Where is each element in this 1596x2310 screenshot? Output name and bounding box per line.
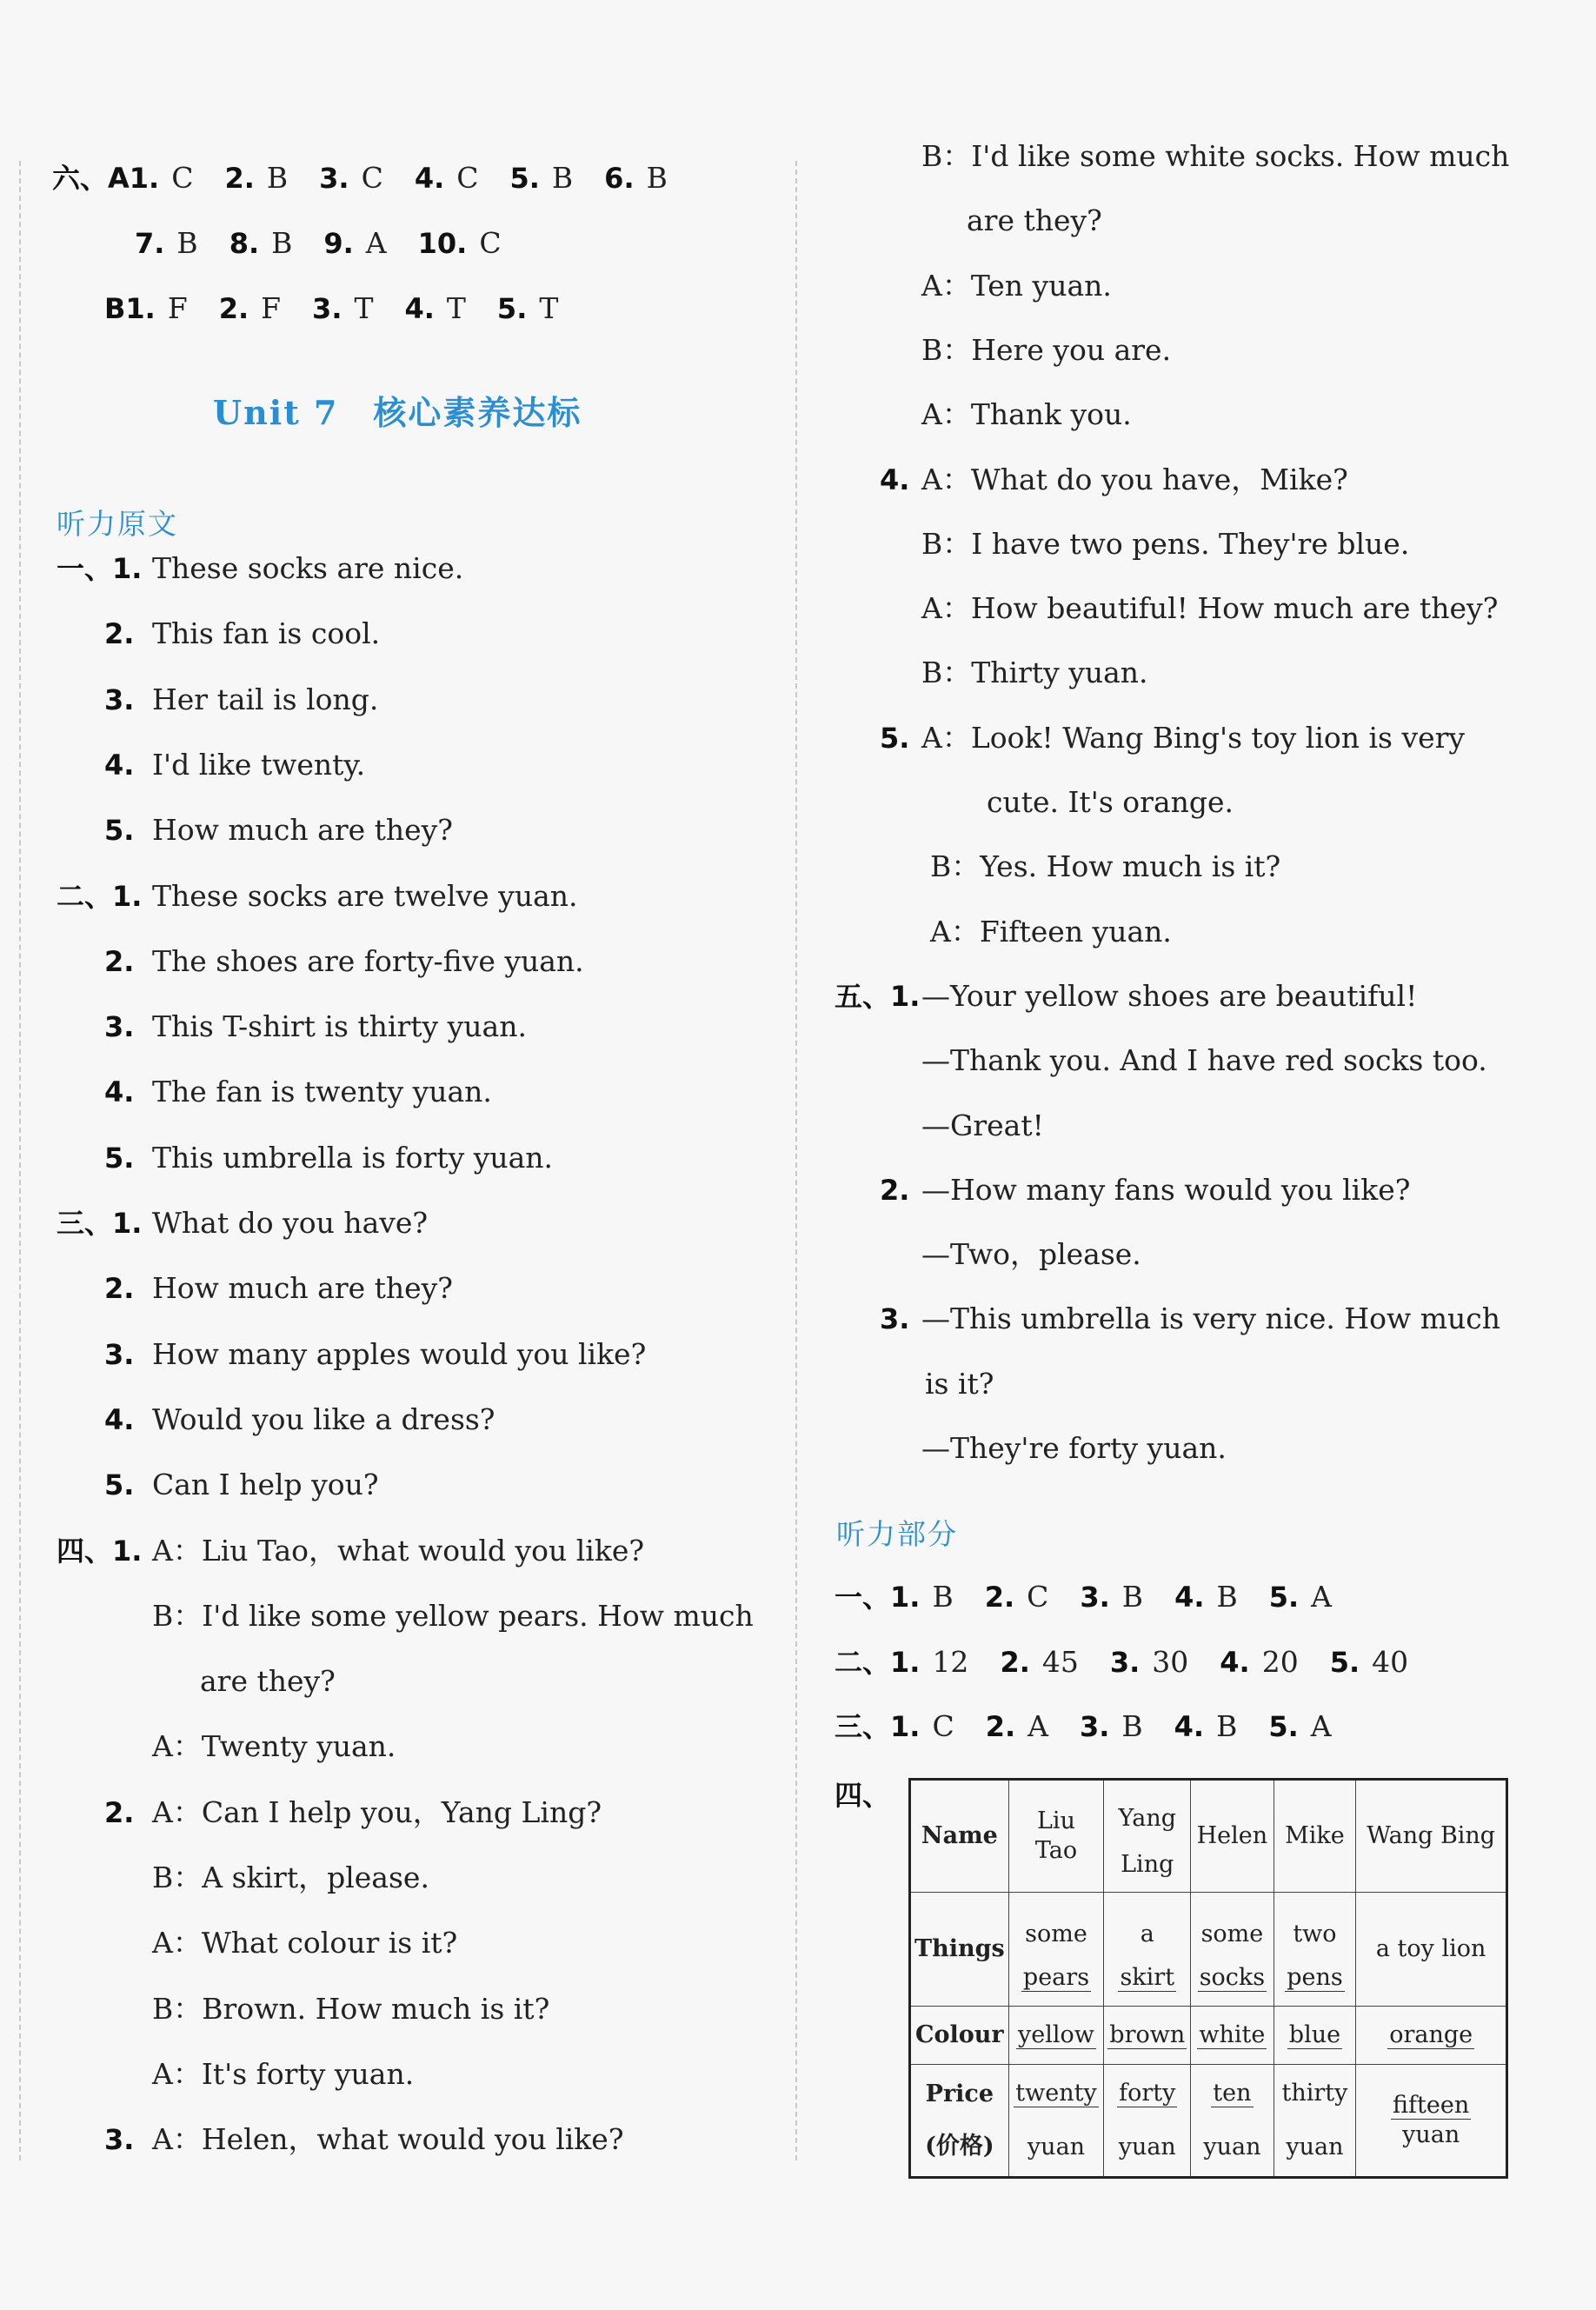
answer-section-label: 三、 (835, 1710, 891, 1743)
transcript-line (152, 2053, 414, 2096)
transcript-text: B：Thirty yuan. (921, 656, 1148, 690)
answer-section-label: 六、A (52, 162, 130, 195)
answer-table (908, 1778, 1508, 2179)
answer-value: 30 (1152, 1645, 1189, 1679)
price-amount (1194, 2067, 1269, 2120)
things-item-text: socks (1199, 1964, 1266, 1991)
answer-number: 6. (604, 162, 635, 195)
transcript-text: A：Liu Tao，what would you like? (152, 1533, 645, 1568)
section-heading-listening-text: 听力原文 (57, 507, 178, 541)
transcript-text: This umbrella is forty yuan. (152, 1140, 554, 1175)
answer-value: B (266, 161, 289, 195)
transcript-text: B：A skirt，please. (152, 1861, 429, 1894)
answer-row-listening-2 (835, 1641, 1440, 1684)
transcript-text: B：Yes. How much is it? (930, 849, 1281, 884)
transcript-text: Would you like a dress? (152, 1401, 495, 1436)
item-number: 5. (104, 1141, 135, 1175)
table-name-cell: Wang Bing (1356, 1780, 1507, 1893)
price-header-cn: (价格) (925, 2133, 994, 2160)
transcript-text: Her tail is long. (152, 682, 379, 716)
answer-value: A (1310, 1709, 1332, 1743)
answer-number: 2. (985, 1710, 1016, 1743)
transcript-text: A：How beautiful! How much are they? (921, 591, 1499, 626)
item-number: 4. (104, 1075, 135, 1109)
answer-value: B (932, 1580, 954, 1614)
transcript-line (152, 1725, 396, 1768)
answer-value: B (1121, 1709, 1143, 1743)
answer-value: C (171, 161, 194, 195)
table-colour-cell (1191, 2007, 1273, 2065)
item-number: 2. (104, 617, 135, 651)
item-number: 2. (104, 1272, 135, 1306)
transcript-line (104, 1070, 492, 1114)
transcript-line (152, 1594, 754, 1638)
price-fifteen: fifteen (1393, 2092, 1470, 2119)
transcript-line (835, 975, 1418, 1018)
item-number: 3. (104, 682, 135, 716)
answer-number: 10. (417, 227, 468, 260)
transcript-line (104, 809, 454, 852)
answer-row-six-b (104, 287, 589, 330)
answer-value: A (365, 226, 387, 260)
transcript-text: These socks are twelve yuan. (152, 878, 578, 913)
left-margin-line (19, 161, 21, 2160)
price-unit: yuan (1118, 2134, 1176, 2160)
answer-value: A (1311, 1580, 1333, 1614)
transcript-line (921, 781, 1234, 824)
name-part: Yang (1118, 1805, 1176, 1832)
price-unit: yuan (1027, 2134, 1086, 2160)
transcript-line (57, 1529, 645, 1573)
item-number: 5. (880, 721, 910, 755)
transcript-text: How much are they? (152, 1271, 454, 1306)
answer-row-listening-3 (835, 1705, 1363, 1748)
answer-number: 5. (509, 162, 540, 195)
answer-value: B (551, 161, 574, 195)
transcript-text: How many apples would you like? (152, 1336, 647, 1371)
table-header-price (910, 2065, 1009, 2178)
transcript-text: B：I'd like some white socks. How much (921, 139, 1510, 173)
transcript-text: —Great! (921, 1108, 1044, 1142)
answer-value: C (1027, 1580, 1049, 1614)
transcript-text: Can I help you? (152, 1468, 379, 1502)
answer-number: 1. (890, 1581, 921, 1614)
answer-number: 3. (312, 292, 342, 325)
answer-number: 5. (496, 292, 528, 325)
answer-number: 5. (1268, 1710, 1299, 1743)
price-amount-text: twenty (1015, 2080, 1097, 2107)
item-number: 5. (104, 814, 135, 848)
item-number: 二、1. (57, 879, 143, 913)
transcript-text: are they? (200, 1664, 336, 1699)
things-item (1013, 1963, 1101, 1993)
transcript-line (57, 1202, 429, 1245)
transcript-line (921, 845, 1280, 889)
transcript-text: This fan is cool. (152, 616, 381, 651)
transcript-line (921, 1362, 994, 1406)
table-price-cell (1104, 2065, 1191, 2178)
price-amount (1107, 2067, 1187, 2120)
transcript-text: is it? (925, 1366, 994, 1401)
table-things-cell (1008, 1893, 1104, 2007)
transcript-line (104, 1791, 602, 1834)
table-price-cell (1008, 2065, 1104, 2178)
table-header-colour: Colour (910, 2007, 1009, 2065)
transcript-text: These socks are nice. (152, 551, 464, 585)
transcript-text: —How many fans would you like? (921, 1172, 1411, 1207)
table-colour-cell (1356, 2007, 1507, 2065)
transcript-text: —Thank you. And I have red socks too. (921, 1043, 1487, 1078)
transcript-line (921, 393, 1132, 436)
answer-number: 2. (1000, 1646, 1030, 1679)
table-name-cell: Mike (1273, 1780, 1356, 1893)
table-colour-cell (1008, 2007, 1104, 2065)
answer-value: B (646, 161, 668, 195)
things-item (1194, 1963, 1269, 1993)
transcript-line (880, 458, 1348, 502)
answer-value: C (479, 226, 502, 260)
item-number: 2. (880, 1173, 910, 1207)
transcript-line (57, 547, 464, 590)
transcript-text: A：Thank you. (921, 397, 1132, 432)
transcript-line (104, 1005, 527, 1048)
transcript-line (104, 678, 379, 722)
transcript-text: cute. It's orange. (987, 785, 1234, 819)
item-number: 五、1. (835, 979, 921, 1013)
answer-value: 45 (1041, 1645, 1079, 1679)
answer-row-listening-1 (835, 1575, 1363, 1619)
answer-number: 1. (129, 162, 160, 195)
transcript-line (921, 199, 1102, 243)
column-divider (795, 161, 797, 2160)
answer-number: 4. (404, 292, 435, 325)
answer-value: 40 (1372, 1645, 1409, 1679)
price-header-text: Price (925, 2080, 994, 2107)
answer-number: 2. (984, 1581, 1015, 1614)
transcript-line (921, 1427, 1227, 1470)
transcript-line (921, 329, 1171, 372)
answer-number: 3. (1080, 1581, 1110, 1614)
transcript-line (104, 940, 584, 983)
table-section-label: 四、 (835, 1779, 891, 1812)
answer-number: 3. (319, 162, 349, 195)
answer-value: F (167, 291, 188, 325)
things-item-text: pears (1022, 1964, 1090, 1991)
transcript-text: The shoes are forty-five yuan. (152, 943, 584, 978)
transcript-text: A：Look! Wang Bing's toy lion is very (921, 720, 1466, 755)
item-number: 4. (104, 1402, 135, 1436)
transcript-line (104, 612, 381, 656)
transcript-line (104, 1267, 454, 1310)
transcript-text: —Your yellow shoes are beautiful! (921, 978, 1418, 1013)
transcript-text: A：Helen，what would you like? (152, 2122, 624, 2157)
things-quantity: two (1293, 1921, 1337, 1947)
table-name-cell (1104, 1780, 1191, 1893)
transcript-text: —They're forty yuan. (921, 1431, 1227, 1465)
answer-number: 4. (1174, 1710, 1205, 1743)
item-number: 3. (104, 1337, 135, 1371)
things-quantity: some (1025, 1921, 1087, 1947)
item-number: 2. (104, 1795, 135, 1829)
price-amount (1013, 2067, 1101, 2120)
transcript-line (104, 1463, 379, 1507)
answer-row-six-a1 (52, 156, 699, 200)
answer-value: B (271, 226, 293, 260)
table-colour-cell (1273, 2007, 1356, 2065)
transcript-text: B：Brown. How much is it? (152, 1991, 550, 2026)
transcript-text: are they? (967, 203, 1102, 238)
transcript-line (880, 1297, 1501, 1341)
section-heading-listening-part: 听力部分 (836, 1517, 958, 1551)
transcript-text: B：I have two pens. They're blue. (921, 526, 1410, 561)
price-amount-text: thirty (1281, 2080, 1348, 2107)
answer-number: 3. (1079, 1710, 1110, 1743)
answer-value: T (354, 291, 374, 325)
things-item (1107, 1963, 1187, 1993)
transcript-line (921, 910, 1172, 954)
item-number: 4. (104, 748, 135, 782)
transcript-text: I'd like twenty. (152, 747, 366, 782)
answer-number: 1. (890, 1646, 921, 1679)
things-item-text: skirt (1120, 1964, 1175, 1991)
price-amount-text: fifteen yuan (1393, 2092, 1470, 2148)
transcript-text: The fan is twenty yuan. (152, 1075, 492, 1109)
transcript-line (921, 651, 1148, 695)
price-unit: yuan (1286, 2134, 1344, 2160)
transcript-line (880, 1168, 1411, 1212)
transcript-line (921, 1104, 1044, 1148)
answer-number: 8. (229, 227, 260, 260)
transcript-text: A：It's forty yuan. (152, 2056, 415, 2091)
answer-value: B (1216, 1580, 1238, 1614)
table-name-cell: Helen (1191, 1780, 1273, 1893)
item-number: 3. (104, 1010, 135, 1044)
answer-number: 3. (1109, 1646, 1140, 1679)
transcript-line (152, 1660, 336, 1703)
table-name-cell: Liu Tao (1008, 1780, 1104, 1893)
transcript-line (921, 1039, 1487, 1082)
table-price-cell (1356, 2065, 1507, 2178)
transcript-text: A：Fifteen yuan. (930, 914, 1172, 949)
item-number: 5. (104, 1468, 135, 1502)
transcript-line (104, 743, 366, 787)
transcript-text: A：Ten yuan. (921, 268, 1112, 303)
answer-number: 2. (224, 162, 255, 195)
transcript-text: A：Twenty yuan. (152, 1729, 396, 1764)
transcript-line (104, 1398, 495, 1441)
transcript-text: A：What colour is it? (152, 1926, 458, 1961)
answer-number: 2. (218, 292, 249, 325)
answer-number: 4. (414, 162, 445, 195)
answer-value: B (176, 226, 198, 260)
table-price-cell (1191, 2065, 1273, 2178)
answer-number: 4. (1220, 1646, 1250, 1679)
colour-text: blue (1288, 2021, 1341, 2048)
transcript-text: A：What do you have，Mike? (921, 462, 1348, 496)
transcript-line (152, 1987, 549, 2031)
transcript-text: B：I'd like some yellow pears. How much (152, 1598, 754, 1633)
unit-title: Unit 7 核心素养达标 (213, 393, 582, 432)
price-amount (1278, 2067, 1353, 2120)
transcript-text: —Two，please. (921, 1237, 1141, 1272)
answer-value: B (1121, 1580, 1144, 1614)
answer-section-label: 一、 (835, 1581, 891, 1614)
transcript-line (921, 1233, 1141, 1276)
answer-value: A (1027, 1709, 1048, 1743)
transcript-text: A：Can I help you，Yang Ling? (152, 1794, 602, 1829)
answer-value: F (261, 291, 282, 325)
transcript-line (880, 716, 1466, 760)
things-quantity: a (1140, 1921, 1154, 1947)
colour-text: brown (1109, 2021, 1186, 2048)
answer-number: 7. (135, 227, 165, 260)
price-amount-text: ten (1213, 2080, 1252, 2107)
item-number: 四、1. (57, 1534, 143, 1568)
transcript-line (104, 2118, 624, 2161)
transcript-line (104, 1333, 647, 1376)
answer-number: 1. (890, 1710, 921, 1743)
colour-text: orange (1389, 2021, 1473, 2048)
item-number: 三、1. (57, 1207, 143, 1240)
transcript-text: —This umbrella is very nice. How much (921, 1301, 1501, 1336)
answer-value: C (456, 161, 479, 195)
transcript-line (921, 523, 1409, 566)
transcript-text: B：Here you are. (921, 332, 1172, 367)
answer-section-label: 二、 (835, 1646, 891, 1679)
answer-section-label: B (104, 292, 126, 325)
name-part: Ling (1121, 1851, 1174, 1878)
price-unit: yuan (1203, 2134, 1261, 2160)
table-colour-cell (1104, 2007, 1191, 2065)
transcript-line (152, 1856, 429, 1900)
transcript-text: How much are they? (152, 813, 454, 848)
colour-text: yellow (1018, 2021, 1094, 2048)
answer-number: 1. (125, 292, 156, 325)
table-things-cell (1273, 1893, 1356, 2007)
answer-value: T (446, 291, 466, 325)
answer-value: T (539, 291, 559, 325)
transcript-line (104, 1136, 554, 1180)
things-quantity: some (1200, 1921, 1264, 1947)
table-things-cell (1356, 1893, 1507, 2007)
transcript-line (57, 875, 578, 918)
answer-row-six-a2 (135, 222, 533, 265)
item-number: 3. (880, 1302, 910, 1336)
item-number: 2. (104, 944, 135, 978)
item-number: 3. (104, 2123, 135, 2157)
price-amount-text: forty (1119, 2080, 1176, 2107)
answer-number: 5. (1268, 1581, 1300, 1614)
things-item-text: pens (1287, 1964, 1343, 1991)
answer-number: 4. (1174, 1581, 1205, 1614)
answer-value: 12 (932, 1645, 969, 1679)
answer-value: B (1216, 1709, 1238, 1743)
table-things-cell (1191, 1893, 1273, 2007)
answer-value: 20 (1261, 1645, 1299, 1679)
table-header-things: Things (910, 1893, 1009, 2007)
transcript-text: What do you have? (152, 1206, 429, 1240)
transcript-line (921, 587, 1498, 630)
answer-number: 5. (1329, 1646, 1360, 1679)
colour-text: white (1199, 2021, 1266, 2048)
transcript-line (921, 264, 1112, 308)
answer-value: C (932, 1709, 954, 1743)
things-item-text: a toy lion (1375, 1935, 1486, 1962)
table-header-name: Name (910, 1780, 1009, 1893)
table-price-cell (1273, 2065, 1356, 2178)
transcript-line (152, 1921, 457, 1965)
transcript-text: This T-shirt is thirty yuan. (152, 1009, 527, 1044)
item-number: 4. (880, 463, 910, 496)
things-item (1278, 1963, 1353, 1993)
answer-value: C (361, 161, 383, 195)
answer-number: 9. (323, 227, 354, 260)
transcript-line (921, 135, 1509, 178)
item-number: 一、1. (57, 552, 143, 585)
table-things-cell (1104, 1893, 1191, 2007)
